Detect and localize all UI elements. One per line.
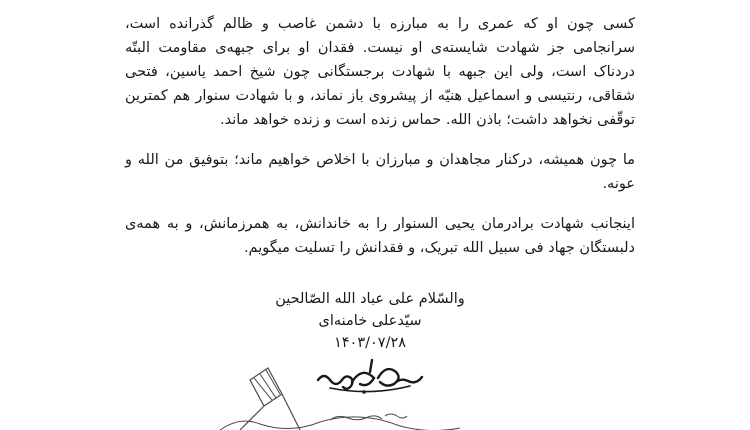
closing-signer: سیّدعلی خامنه‌ای <box>318 313 422 329</box>
paragraph-support: ما چون همیشه، درکنار مجاهدان و مبارزان با اخلاص خواهیم ماند؛ بتوفیق من الله و عونه. <box>125 152 635 192</box>
closing-date: ۱۴۰۳/۰۷/۲۸ <box>333 335 407 351</box>
closing-salutation: والسّلام علی عباد الله الصّالحین <box>275 291 465 307</box>
paragraph-condolence: اینجانب شهادت برادرمان یحیی السنوار را به خاندانش، به همرزمانش، و به همه‌ی دلبستگان جهاد فی سبیل الله تبریک، و فقدانش را تسلیت میگویم. <box>125 216 635 256</box>
chair-sketch-illustration <box>210 350 470 430</box>
paragraph-martyrdom: کسی چون او که عمری را به مبارزه با دشمن غاصب و ظالم گذرانده است، سرانجامی جز شهادت شایسته‌ی او نیست. فقدان او برای جبهه‌ی مقاومت البتّه دردناک است، ولی این جبهه با شهادت برجستگانی چون شیخ احمد یاسین، فتحی شقاقی، رنتیسی و اسماعیل هنیّه از پیشروی باز نماند، و با شهادت سنوار هم کمترین توقّفی نخواهد داشت؛ باذن الله. حماس زنده است و زنده خواهد ماند. <box>125 16 635 128</box>
letter-closing <box>270 288 470 354</box>
letter-body <box>125 12 635 260</box>
